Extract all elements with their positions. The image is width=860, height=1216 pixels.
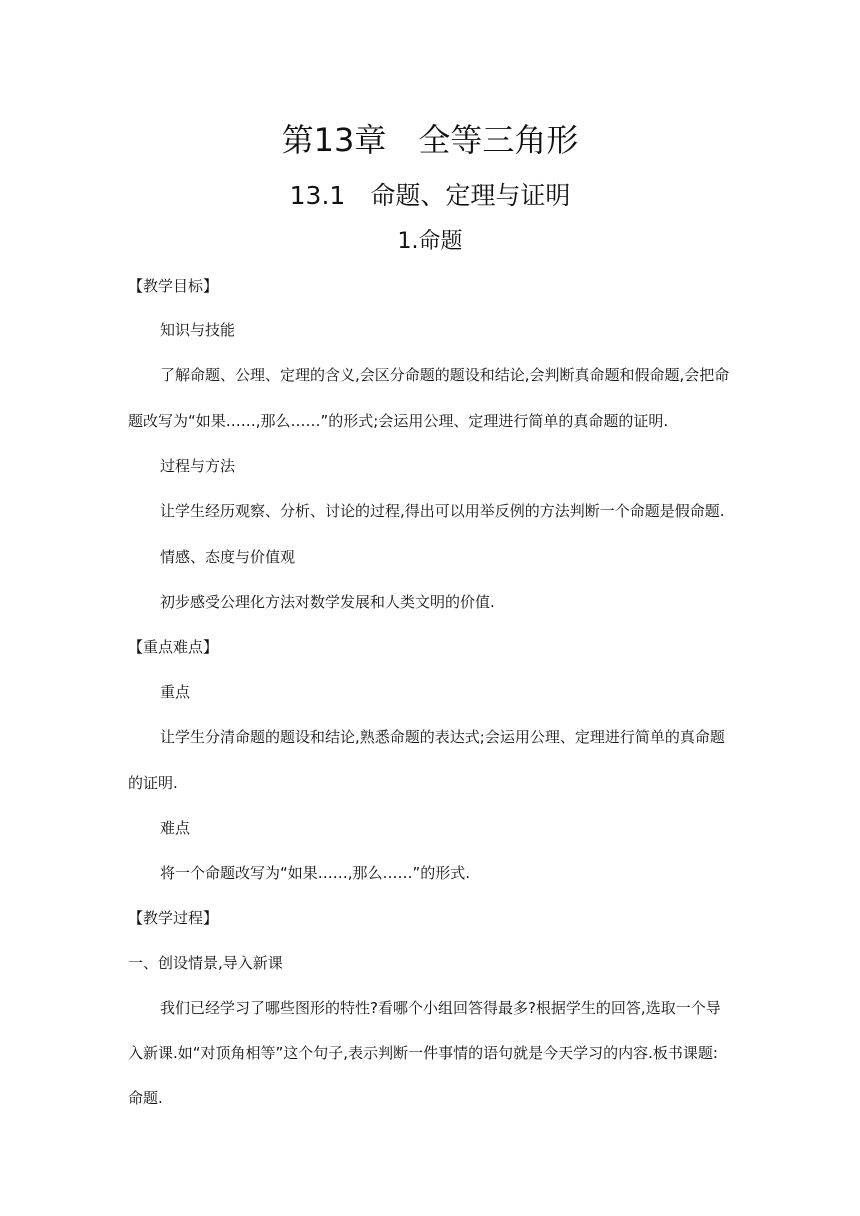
objectives-heading: 【教学目标】 <box>128 277 219 295</box>
emotion-paragraph: 初步感受公理化方法对数学发展和人类文明的价值. <box>160 593 495 611</box>
section-title: 13.1 命题、定理与证明 <box>289 181 571 210</box>
difficult-subheading: 难点 <box>160 819 191 837</box>
process-subheading: 过程与方法 <box>160 457 236 475</box>
key-paragraph-line-1: 让学生分清命题的题设和结论,熟悉命题的表达式;会运用公理、定理进行简单的真命题 <box>160 728 725 746</box>
knowledge-subheading: 知识与技能 <box>160 321 236 339</box>
intro-paragraph-line-2: 入新课.如“对顶角相等”这个句子,表示判断一件事情的语句就是今天学习的内容.板书课题: <box>128 1044 718 1062</box>
step-one-heading: 一、创设情景,导入新课 <box>128 954 283 972</box>
key-subheading: 重点 <box>160 683 191 701</box>
intro-paragraph-line-1: 我们已经学习了哪些图形的特性?看哪个小组回答得最多?根据学生的回答,选取一个导 <box>160 999 721 1017</box>
process-heading: 【教学过程】 <box>128 909 219 927</box>
knowledge-paragraph-line-2: 题改写为“如果……,那么……”的形式;会运用公理、定理进行简单的真命题的证明. <box>128 412 669 430</box>
key-paragraph-line-2: 的证明. <box>128 774 178 792</box>
emotion-subheading: 情感、态度与价值观 <box>160 548 296 566</box>
keypoints-heading: 【重点难点】 <box>128 638 219 656</box>
difficult-paragraph: 将一个命题改写为“如果……,那么……”的形式. <box>160 864 471 882</box>
intro-paragraph-line-3: 命题. <box>128 1089 163 1107</box>
subsection-title: 1.命题 <box>397 229 463 254</box>
process-paragraph: 让学生经历观察、分析、讨论的过程,得出可以用举反例的方法判断一个命题是假命题. <box>160 502 725 520</box>
knowledge-paragraph-line-1: 了解命题、公理、定理的含义,会区分命题的题设和结论,会判断真命题和假命题,会把命 <box>160 366 730 384</box>
chapter-title: 第13章 全等三角形 <box>281 121 579 159</box>
